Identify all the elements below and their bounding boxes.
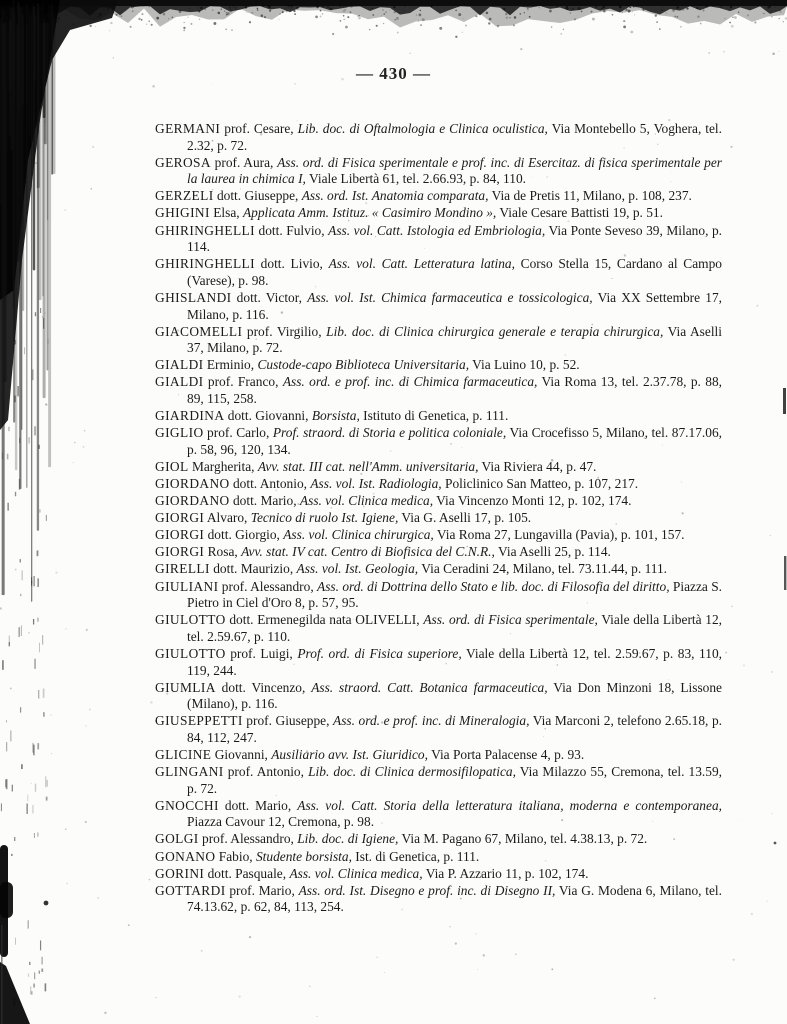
entry-title: Ass. vol. Clinica medica,	[289, 865, 423, 881]
page-number: — 430 —	[356, 64, 431, 83]
entry-text: Via Don Minzoni 18, Lissone (Milano), p. 116.	[187, 679, 722, 712]
entry-text: Via Roma 27, Lungavilla (Pavia), p. 101, 157.	[433, 527, 685, 543]
directory-entry	[155, 324, 722, 357]
person-name: GERMANI	[155, 121, 221, 136]
entry-text: prof. Carlo,	[203, 425, 273, 441]
directory-entry	[155, 256, 722, 289]
entry-text: prof. Virgilio,	[242, 323, 327, 339]
directory-entry	[155, 527, 722, 544]
person-name: GIORGI	[155, 510, 205, 526]
entry-title: Lib. doc. di Clinica chirurgica generale e terapia chirurgica,	[326, 323, 664, 339]
entry-text: Via Roma 13, tel. 2.37.78, p. 88, 89, 115, 258.	[187, 374, 723, 406]
directory-entry	[155, 646, 722, 679]
directory-entry	[155, 831, 722, 848]
entry-title: Ass. vol. Ist. Chimica farmaceutica e tossicologica,	[307, 289, 593, 305]
entry-text: Via Marconi 2, telefono 2.65.18, p. 84, 112, 247.	[187, 713, 722, 745]
person-name: GEROSA	[155, 154, 211, 170]
entry-title: Prof. straord. di Storia e politica coloniale,	[272, 425, 507, 441]
entry-title: Ass. ord. e prof. inc. di Chimica farmaceutica,	[282, 374, 538, 390]
person-name: GLICINE	[155, 746, 212, 762]
entry-text: prof. Luigi,	[225, 645, 298, 661]
entry-title: Prof. ord. di Fisica superiore,	[297, 645, 462, 661]
entry-text: Corso Stella 15, Cardano al Campo (Varese), p. 98.	[187, 256, 722, 288]
person-name: GOLGI	[155, 831, 199, 847]
entry-text: Via P. Azzario 11, p. 102, 174.	[422, 865, 589, 881]
person-name: GHIGINI	[155, 205, 210, 221]
entry-text: Istituto di Genetica, p. 111.	[359, 408, 509, 424]
entry-text: Margherita,	[188, 458, 258, 474]
person-name: GIORGI	[155, 544, 205, 560]
person-name: GHISLANDI	[155, 289, 232, 305]
person-name: GIACOMELLI	[155, 323, 243, 339]
entry-text: dott. Livio,	[255, 256, 329, 272]
person-name: GONANO	[155, 848, 216, 864]
entry-text: prof. Aura,	[210, 154, 278, 170]
directory-entry	[155, 747, 722, 764]
entry-text: dott. Antonio,	[229, 475, 311, 491]
entry-text: Via Aselli 25, p. 114.	[494, 544, 611, 560]
directory-entry	[155, 459, 722, 476]
directory-entry	[155, 476, 722, 493]
person-name: GIULIANI	[155, 578, 219, 594]
person-name: GOTTARDI	[155, 882, 226, 898]
person-name: GNOCCHI	[155, 797, 219, 813]
directory-entry	[155, 357, 722, 374]
entry-text: Via Porta Palacense 4, p. 93.	[427, 746, 585, 762]
entry-title: Lib. doc. di Igiene,	[297, 831, 399, 847]
directory-entry	[155, 188, 722, 205]
directory-entry	[155, 510, 722, 527]
directory-entry	[155, 374, 722, 407]
person-name: GHIRINGHELLI	[155, 222, 255, 238]
person-name: GIULOTTO	[155, 645, 226, 661]
entry-title: Studente borsista,	[255, 848, 352, 864]
person-name: GIARDINA	[155, 408, 225, 424]
entry-text: dott. Maurizio,	[209, 561, 297, 577]
entry-text: Viale della Libertà 12, tel. 2.59.67, p. 83, 110, 119, 244.	[187, 645, 722, 678]
entry-text: prof. Franco,	[203, 374, 283, 390]
directory-entry	[155, 121, 722, 154]
entry-text: prof. Antonio,	[223, 764, 309, 780]
person-name: GIULOTTO	[155, 612, 226, 628]
entry-text: Via Vincenzo Monti 12, p. 102, 174.	[433, 493, 632, 509]
person-name: GIRELLI	[155, 561, 210, 577]
directory-entry	[155, 425, 722, 458]
entry-title: Ass. ord. di Dottrina dello Stato e lib. doc. di Filosofia del diritto,	[317, 578, 670, 594]
entry-title: Ass. vol. Ist. Geologia,	[296, 561, 419, 577]
person-name: GIORDANO	[155, 475, 230, 491]
entry-text: prof. Giuseppe,	[242, 713, 334, 729]
entry-text: Via Ponte Seveso 39, Milano, p. 114.	[187, 222, 723, 255]
directory-entry	[155, 798, 722, 831]
entry-title: Ass. ord. di Fisica sperimentale,	[423, 612, 598, 628]
directory-entry	[155, 290, 722, 323]
directory-entry	[155, 680, 722, 713]
entry-text: Elsa,	[209, 205, 243, 221]
entry-text: Via M. Pagano 67, Milano, tel. 4.38.13, p. 72.	[398, 831, 648, 847]
entry-text: Via de Pretis 11, Milano, p. 108, 237.	[488, 188, 692, 204]
person-name: GERZELI	[155, 188, 214, 204]
entry-title: Ass. vol. Catt. Storia della letteratura italiana, moderna e contemporanea,	[297, 797, 722, 813]
entry-text: Via Luino 10, p. 52.	[469, 357, 580, 373]
entry-text: Piazza Cavour 12, Cremona, p. 98.	[187, 814, 375, 830]
person-name: GHIRINGHELLI	[155, 256, 255, 272]
entry-text: prof. Alessandro,	[218, 578, 318, 594]
entry-text: dott. Giovanni,	[224, 408, 312, 424]
entry-text: dott. Victor,	[231, 289, 308, 305]
entry-text: Via Ceradini 24, Milano, tel. 73.11.44, p. 111.	[418, 561, 668, 577]
entry-text: dott. Mario,	[229, 493, 300, 509]
person-name: GORINI	[155, 865, 205, 881]
entry-title: Avv. stat. III cat. nell'Amm. universitaria,	[257, 458, 479, 474]
entry-text: Viale della Libertà 12, tel. 2.59.67, p. 110.	[187, 612, 722, 644]
entry-text: Rosa,	[204, 544, 242, 560]
entry-text: Piazza S. Pietro in Ciel d'Oro 8, p. 57, 95.	[187, 578, 722, 611]
directory-entry	[155, 849, 722, 866]
person-name: GIUSEPPETTI	[155, 713, 243, 729]
entry-title: Borsista,	[311, 408, 360, 424]
directory-entry	[155, 579, 722, 612]
entry-title: Ass. ord. Ist. Disegno e prof. inc. di Disegno II,	[298, 882, 556, 898]
person-name: GIGLIO	[155, 425, 204, 441]
entry-title: Applicata Amm. Istituz. « Casimiro Mondino »,	[242, 205, 497, 221]
entry-text: dott. Giorgio,	[204, 527, 284, 543]
entry-text: dott. Vincenzo,	[215, 679, 312, 695]
entry-text: Viale Cesare Battisti 19, p. 51.	[496, 205, 663, 221]
directory-entry	[155, 223, 722, 256]
entry-text: dott. Ermenegilda nata OLIVELLI,	[225, 612, 424, 628]
directory-entry	[155, 544, 722, 561]
entry-text: Via G. Modena 6, Milano, tel. 74.13.62, p. 62, 84, 113, 254.	[187, 882, 722, 915]
directory-entry	[155, 866, 722, 883]
entry-text: dott. Fulvio,	[255, 222, 329, 238]
directory-entry	[155, 205, 722, 222]
entry-text: prof. Cesare,	[220, 121, 298, 136]
entry-title: Ass. vol. Catt. Istologia ed Embriologia,	[328, 222, 546, 238]
directory-entry	[155, 408, 722, 425]
entry-text: Erminio,	[203, 357, 258, 373]
directory-entries	[155, 121, 722, 916]
entry-title: Ass. ord. Ist. Anatomia comparata,	[301, 188, 489, 204]
directory-entry	[155, 713, 722, 746]
entry-title: Avv. stat. IV cat. Centro di Biofisica del C.N.R.,	[241, 544, 495, 560]
entry-text: Ist. di Genetica, p. 111.	[351, 848, 480, 864]
entry-text: prof. Alessandro,	[198, 831, 298, 847]
entry-text: dott. Giuseppe,	[213, 188, 302, 204]
directory-entry	[155, 493, 722, 510]
person-name: GLINGANI	[155, 764, 224, 780]
entry-title: Ass. vol. Clinica medica,	[299, 493, 434, 509]
entry-text: dott. Pasquale,	[204, 865, 290, 881]
entry-text: Alvaro,	[204, 510, 251, 526]
person-name: GIORGI	[155, 527, 205, 543]
entry-text: Via Milazzo 55, Cremona, tel. 13.59, p. 72.	[187, 764, 723, 796]
entry-text: Giovanni,	[211, 746, 272, 762]
entry-text: Via Aselli 37, Milano, p. 72.	[187, 323, 722, 356]
entry-text: Via Montebello 5, Voghera, tel. 2.32, p. 72.	[187, 121, 722, 153]
entry-title: Tecnico di ruolo Ist. Igiene,	[250, 510, 399, 526]
entry-text: Via Crocefisso 5, Milano, tel. 87.17.06, p. 58, 96, 120, 134.	[187, 425, 722, 457]
entry-text: Via XX Settembre 17, Milano, p. 116.	[187, 289, 722, 322]
entry-text: dott. Mario,	[218, 797, 298, 813]
directory-entry	[155, 764, 722, 797]
entry-title: Custode-capo Biblioteca Universitaria,	[257, 357, 470, 373]
person-name: GIALDI	[155, 374, 204, 390]
directory-entry	[155, 612, 722, 645]
person-name: GIORDANO	[155, 493, 230, 509]
entry-text: Viale Libertà 61, tel. 2.66.93, p. 84, 110.	[305, 171, 526, 187]
entry-title: Ass. ord. e prof. inc. di Mineralogia,	[333, 713, 530, 729]
entry-title: Ass. vol. Catt. Letteratura latina,	[328, 256, 515, 272]
person-name: GIALDI	[155, 357, 204, 373]
entry-title: Ass. vol. Ist. Radiologia,	[310, 475, 442, 491]
person-name: GIOL	[155, 458, 189, 474]
entry-text: Via Riviera 44, p. 47.	[478, 458, 597, 474]
directory-entry	[155, 883, 722, 916]
entry-title: Ass. vol. Clinica chirurgica,	[283, 527, 434, 543]
directory-entry	[155, 561, 722, 578]
entry-text: Via G. Aselli 17, p. 105.	[398, 510, 532, 526]
entry-text: Policlinico San Matteo, p. 107, 217.	[441, 475, 639, 491]
entry-title: Ass. straord. Catt. Botanica farmaceutica,	[311, 679, 548, 695]
entry-title: Lib. doc. di Oftalmologia e Clinica oculistica,	[297, 121, 548, 136]
person-name: GIUMLIA	[155, 679, 216, 695]
entry-title: Lib. doc. di Clinica dermosifilopatica,	[308, 764, 516, 780]
directory-entry	[155, 155, 722, 188]
entry-title: Ass. ord. di Fisica sperimentale e prof. inc. di Esercitaz. di fisica sperimentale per la laurea in chimica I,	[187, 154, 722, 187]
entry-title: Ausiliario avv. Ist. Giuridico,	[271, 746, 428, 762]
entry-text: Fabio,	[215, 848, 256, 864]
entry-text: prof. Mario,	[225, 882, 299, 898]
